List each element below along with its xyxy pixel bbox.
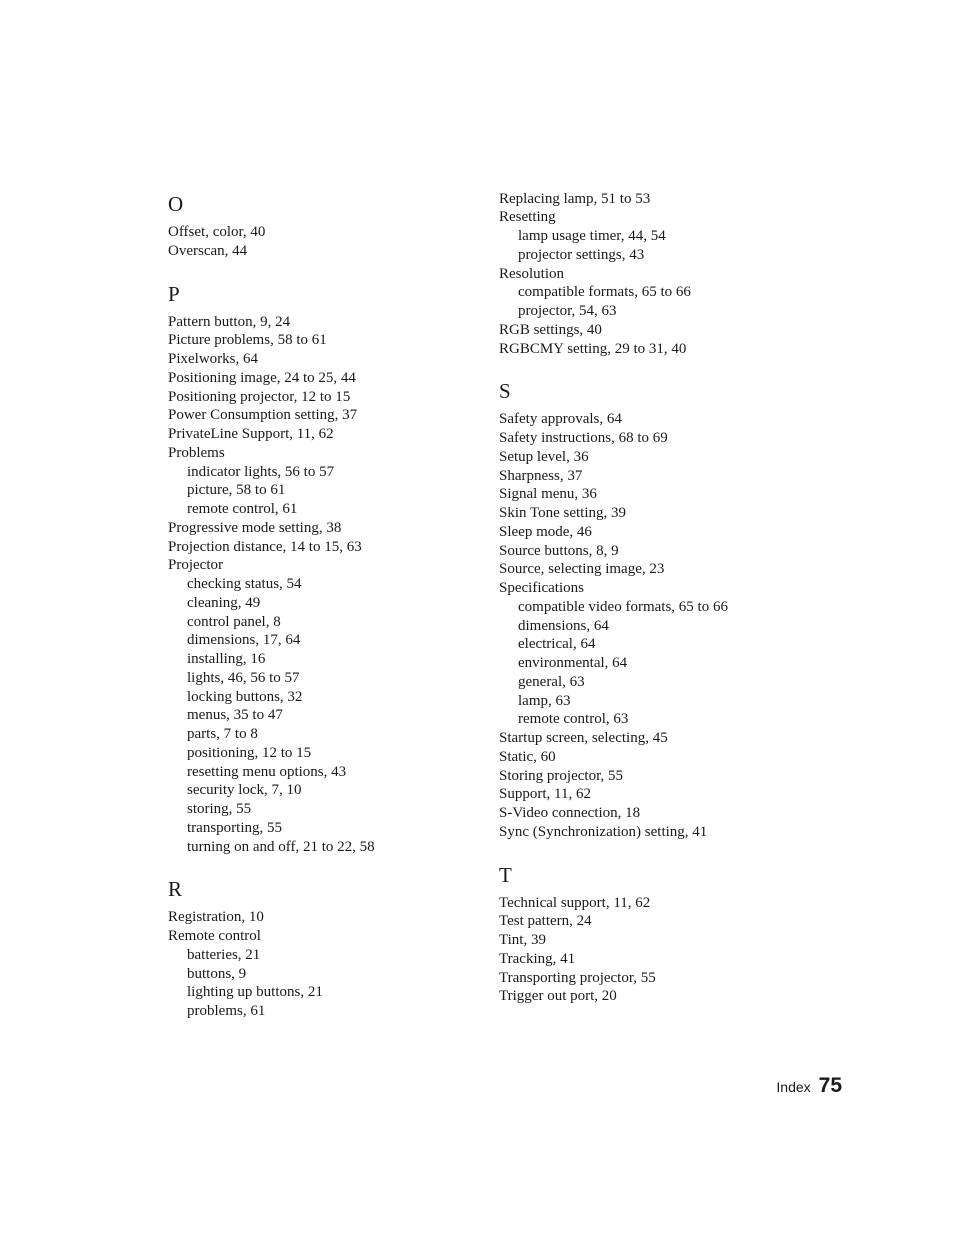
index-entry: Resetting bbox=[499, 209, 556, 226]
index-entry: Startup screen, selecting, 45 bbox=[499, 730, 668, 746]
index-subentry: dimensions, 64 bbox=[518, 617, 609, 634]
index-entry: Technical support, 11, 62 bbox=[499, 894, 651, 911]
index-entry: Signal menu, 36 bbox=[499, 486, 597, 503]
section-letter-heading: P bbox=[168, 281, 180, 306]
index-subentry: compatible formats, 65 to 66 bbox=[518, 284, 691, 301]
index-entry: Registration, 10 bbox=[168, 909, 264, 926]
index-entry: Problems bbox=[168, 444, 225, 461]
index-entry: Tracking, 41 bbox=[499, 950, 576, 967]
index-subentry: control panel, 8 bbox=[187, 613, 281, 630]
footer-section-label: Index bbox=[776, 1079, 811, 1095]
section-letter-heading: O bbox=[168, 192, 184, 216]
index-subentry: projector settings, 43 bbox=[518, 246, 645, 263]
index-entry: RGB settings, 40 bbox=[499, 321, 602, 338]
index-entry: Source buttons, 8, 9 bbox=[499, 542, 619, 559]
index-entry: Replacing lamp, 51 to 53 bbox=[499, 190, 651, 207]
index-subentry: turning on and off, 21 to 22, 58 bbox=[187, 838, 375, 855]
index-entry: Static, 60 bbox=[499, 748, 556, 765]
section-letter-heading: S bbox=[499, 379, 511, 404]
index-entry: Progressive mode setting, 38 bbox=[168, 519, 342, 536]
index-subentry: picture, 58 to 61 bbox=[187, 482, 286, 499]
index-entry: Safety approvals, 64 bbox=[499, 411, 622, 428]
index-entry: Sync (Synchronization) setting, 41 bbox=[499, 823, 708, 840]
index-entry: Specifications bbox=[499, 580, 584, 596]
index-entry: Remote control bbox=[168, 928, 261, 944]
index-entry: Test pattern, 24 bbox=[499, 913, 592, 930]
section-letter-heading: R bbox=[168, 877, 183, 902]
index-subentry: parts, 7 to 8 bbox=[187, 726, 258, 742]
index-entry: Support, 11, 62 bbox=[499, 786, 591, 803]
index-entry: PrivateLine Support, 11, 62 bbox=[168, 426, 334, 442]
index-entry: Picture problems, 58 to 61 bbox=[168, 332, 327, 349]
index-entry: Projection distance, 14 to 15, 63 bbox=[168, 538, 362, 555]
index-subentry: general, 63 bbox=[518, 673, 585, 690]
index-subentry: transporting, 55 bbox=[187, 819, 282, 836]
index-subentry: indicator lights, 56 to 57 bbox=[187, 463, 335, 480]
index-subentry: lamp, 63 bbox=[518, 692, 571, 709]
index-subentry: remote control, 61 bbox=[187, 501, 298, 517]
section-letter-heading: T bbox=[499, 862, 512, 887]
index-subentry: menus, 35 to 47 bbox=[187, 707, 283, 724]
index-entry: Projector bbox=[168, 557, 223, 574]
index-entry: Storing projector, 55 bbox=[499, 767, 623, 784]
index-subentry: buttons, 9 bbox=[187, 965, 247, 982]
index-subentry: cleaning, 49 bbox=[187, 594, 261, 611]
index-section bbox=[168, 875, 468, 1021]
page-footer bbox=[776, 1074, 842, 1098]
index-entry: Pixelworks, 64 bbox=[168, 351, 258, 367]
index-subentry: lamp usage timer, 44, 54 bbox=[518, 228, 666, 244]
index-entry: Positioning image, 24 to 25, 44 bbox=[168, 369, 356, 386]
index-subentry: resetting menu options, 43 bbox=[187, 763, 347, 780]
index-entry: S-Video connection, 18 bbox=[499, 805, 641, 821]
index-subentry: security lock, 7, 10 bbox=[187, 782, 302, 799]
index-entry: Setup level, 36 bbox=[499, 448, 589, 465]
index-entry: Trigger out port, 20 bbox=[499, 988, 617, 1005]
index-section bbox=[499, 377, 799, 841]
index-entry: Overscan, 44 bbox=[168, 242, 248, 259]
index-entry: Skin Tone setting, 39 bbox=[499, 505, 627, 521]
index-subentry: checking status, 54 bbox=[187, 576, 302, 592]
index-column-right bbox=[499, 190, 799, 1025]
index-subentry: remote control, 63 bbox=[518, 711, 629, 728]
index-section bbox=[499, 861, 799, 1007]
index-subentry: positioning, 12 to 15 bbox=[187, 744, 312, 761]
index-entry: Pattern button, 9, 24 bbox=[168, 313, 291, 330]
index-entry: Resolution bbox=[499, 265, 565, 282]
index-entry: Sleep mode, 46 bbox=[499, 523, 592, 540]
index-subentry: environmental, 64 bbox=[518, 655, 628, 671]
index-subentry: lights, 46, 56 to 57 bbox=[187, 669, 300, 686]
index-entry: Positioning projector, 12 to 15 bbox=[168, 388, 351, 405]
index-subentry: batteries, 21 bbox=[187, 946, 261, 963]
index-subentry: projector, 54, 63 bbox=[518, 303, 617, 319]
index-entry: RGBCMY setting, 29 to 31, 40 bbox=[499, 340, 687, 357]
index-subentry: locking buttons, 32 bbox=[187, 688, 303, 705]
index-subentry: electrical, 64 bbox=[518, 636, 596, 653]
index-subentry: storing, 55 bbox=[187, 801, 252, 817]
index-subentry: dimensions, 17, 64 bbox=[187, 632, 301, 649]
index-section bbox=[168, 190, 468, 261]
index-entry: Offset, color, 40 bbox=[168, 224, 266, 240]
index-section bbox=[499, 190, 799, 359]
index-entry: Transporting projector, 55 bbox=[499, 969, 656, 986]
index-section bbox=[168, 280, 468, 857]
index-subentry: compatible video formats, 65 to 66 bbox=[518, 598, 728, 615]
index-entry: Power Consumption setting, 37 bbox=[168, 407, 358, 424]
page-number: 75 bbox=[818, 1074, 842, 1097]
index-column-left bbox=[168, 190, 468, 1040]
index-entry: Sharpness, 37 bbox=[499, 467, 583, 484]
index-subentry: problems, 61 bbox=[187, 1003, 266, 1019]
index-entry: Safety instructions, 68 to 69 bbox=[499, 430, 668, 446]
index-entry: Source, selecting image, 23 bbox=[499, 561, 665, 578]
index-subentry: installing, 16 bbox=[187, 651, 266, 667]
index-subentry: lighting up buttons, 21 bbox=[187, 984, 323, 1001]
index-entry: Tint, 39 bbox=[499, 932, 546, 948]
